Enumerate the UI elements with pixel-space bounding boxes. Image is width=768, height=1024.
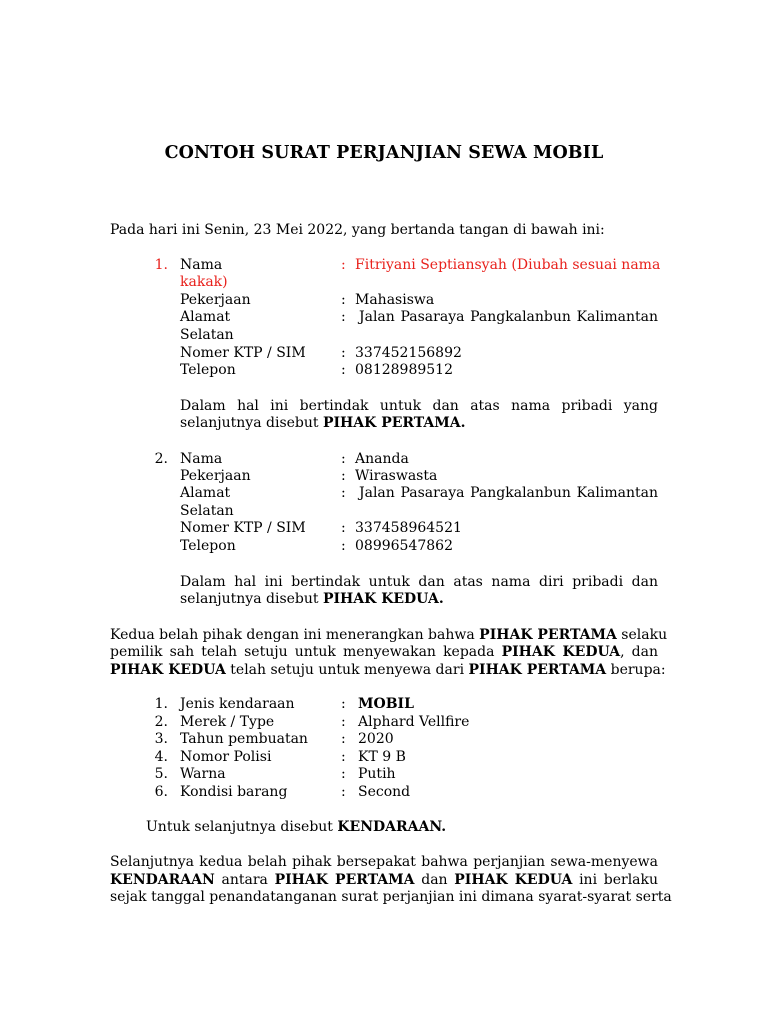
party-2-alamat-value: Jalan Pasaraya Pangkalanbun Kalimantan xyxy=(359,485,658,501)
colon: : xyxy=(341,485,346,501)
party-2-telepon-label: Telepon xyxy=(180,538,236,554)
party-1-nama-value: Fitriyani Septiansyah (Diubah sesuai nama xyxy=(355,257,661,273)
agreement-line-1: Kedua belah pihak dengan ini menerangkan bahwa PIHAK PERTAMA selaku xyxy=(110,627,668,643)
colon: : xyxy=(341,257,346,273)
closing-line-3: sejak tanggal penandatanganan surat perjanjian ini dimana syarat-syarat serta xyxy=(110,889,672,905)
party-1-description-cont: selanjutnya disebut PIHAK PERTAMA. xyxy=(180,415,466,431)
colon: : xyxy=(341,292,346,308)
colon: : xyxy=(341,520,346,536)
party-1-telepon-label: Telepon xyxy=(180,362,236,378)
colon: : xyxy=(341,345,346,361)
party-1-ktp-label: Nomer KTP / SIM xyxy=(180,345,306,361)
colon: : xyxy=(341,309,346,325)
document-title: CONTOH SURAT PERJANJIAN SEWA MOBIL xyxy=(164,143,604,163)
kendaraan-note: Untuk selanjutnya disebut KENDARAAN. xyxy=(146,819,447,835)
colon: : xyxy=(341,362,346,378)
party-1-number: 1. xyxy=(154,257,168,273)
party-1-alamat-value: Jalan Pasaraya Pangkalanbun Kalimantan xyxy=(359,309,658,325)
colon: : xyxy=(341,538,346,554)
party-2-telepon-value: 08996547862 xyxy=(355,538,453,554)
party-2-nama-value: Ananda xyxy=(355,451,409,467)
party-1-alamat-label: Alamat xyxy=(180,309,231,325)
list-item: 6. Kondisi barang : Second xyxy=(154,784,411,800)
party-1-pekerjaan-label: Pekerjaan xyxy=(180,292,251,308)
closing-line-1: Selanjutnya kedua belah pihak bersepakat bahwa perjanjian sewa-menyewa xyxy=(110,854,658,870)
list-item: 3. Tahun pembuatan : 2020 xyxy=(154,731,394,747)
party-2-ktp-label: Nomer KTP / SIM xyxy=(180,520,306,536)
list-item: 4. Nomor Polisi : KT 9 B xyxy=(154,749,406,765)
party-2-pekerjaan-value: Wiraswasta xyxy=(355,468,438,484)
pihak-kedua-term: PIHAK KEDUA. xyxy=(322,591,444,607)
pihak-pertama-term: PIHAK PERTAMA. xyxy=(322,415,466,431)
party-2-description-cont: selanjutnya disebut PIHAK KEDUA. xyxy=(180,591,444,607)
party-1-telepon-value: 08128989512 xyxy=(355,362,453,378)
party-1-description: Dalam hal ini bertindak untuk dan atas nama pribadi yang xyxy=(180,398,658,414)
party-1-pekerjaan-value: Mahasiswa xyxy=(355,292,435,308)
party-1-nama-label: Nama xyxy=(180,257,223,273)
list-item: 1. Jenis kendaraan : MOBIL xyxy=(154,696,414,712)
colon: : xyxy=(341,468,346,484)
party-1-alamat-value-cont: Selatan xyxy=(180,327,234,343)
agreement-line-3: PIHAK KEDUA telah setuju untuk menyewa dari PIHAK PERTAMA berupa: xyxy=(110,662,666,678)
list-item: 2. Merek / Type : Alphard Vellfire xyxy=(154,714,470,730)
list-item: 5. Warna : Putih xyxy=(154,766,396,782)
party-1-ktp-value: 337452156892 xyxy=(355,345,462,361)
party-2-description: Dalam hal ini bertindak untuk dan atas nama diri pribadi dan xyxy=(180,574,658,590)
party-2-alamat-label: Alamat xyxy=(180,485,231,501)
party-2-alamat-value-cont: Selatan xyxy=(180,503,234,519)
colon: : xyxy=(341,451,346,467)
party-2-ktp-value: 337458964521 xyxy=(355,520,462,536)
party-1-nama-value-cont: kakak) xyxy=(180,274,228,290)
closing-line-2: KENDARAAN antara PIHAK PERTAMA dan PIHAK KEDUA ini berlaku xyxy=(110,872,659,888)
party-2-nama-label: Nama xyxy=(180,451,223,467)
party-2-pekerjaan-label: Pekerjaan xyxy=(180,468,251,484)
agreement-line-2: pemilik sah telah setuju untuk menyewakan kepada PIHAK KEDUA, dan xyxy=(110,644,659,660)
party-2-number: 2. xyxy=(154,451,168,467)
intro-text: Pada hari ini Senin, 23 Mei 2022, yang bertanda tangan di bawah ini: xyxy=(110,222,605,238)
